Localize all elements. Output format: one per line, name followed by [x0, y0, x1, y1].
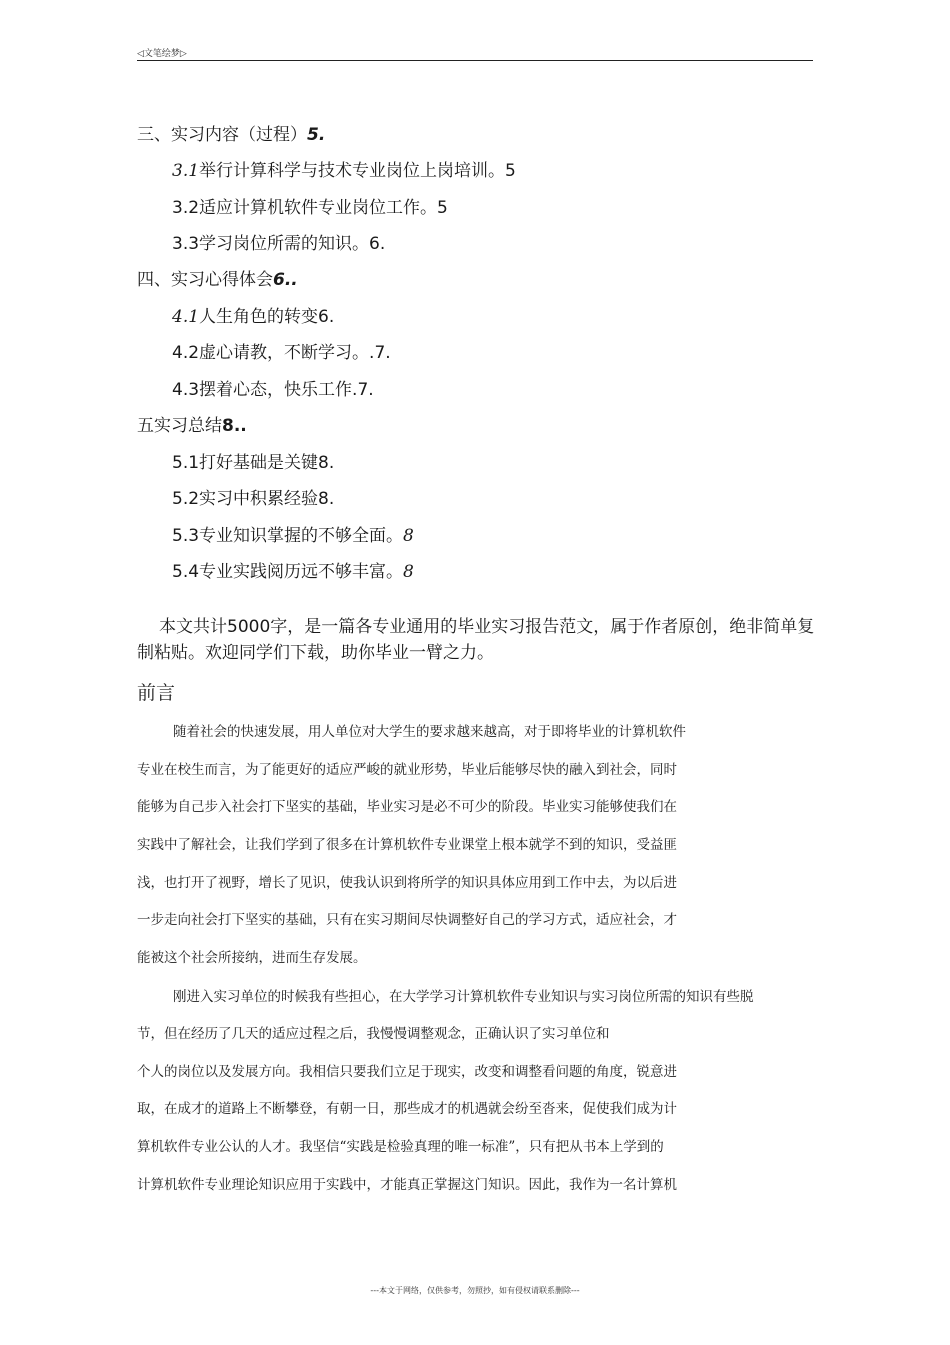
- preface-line: 一步走向社会打下坚实的基础，只有在实习期间尽快调整好自己的学习方式，适应社会，才: [137, 912, 677, 928]
- toc-item-5-2: [172, 489, 334, 509]
- toc-page: 8.: [318, 489, 335, 509]
- toc-page: .7.: [369, 343, 391, 363]
- toc-num: 3.2: [172, 198, 200, 218]
- toc-item-section-5: [137, 416, 247, 436]
- intro-before: 本文共计: [159, 617, 227, 637]
- intro-paragraph: [137, 614, 817, 666]
- toc-page: 8: [403, 526, 414, 546]
- preface-line: 能被这个社会所接纳，进而生存发展。: [137, 950, 367, 966]
- toc-text: 人生角色的转变: [199, 307, 319, 327]
- toc-item-4-2: [172, 343, 391, 363]
- preface-line: 计算机软件专业理论知识应用于实践中，才能真正掌握这门知识。因此，我作为一名计算机: [137, 1177, 677, 1193]
- toc-item-4-1: [172, 307, 334, 327]
- toc-title: 五实习总结: [137, 416, 222, 436]
- toc-text: 专业实践阅历远不够丰富。: [199, 562, 404, 582]
- toc-num: 5.4: [172, 562, 200, 582]
- toc-page: 5.: [307, 125, 326, 145]
- page-footer: ---本文于网络，仅供参考，勿照抄，如有侵权请联系删除---: [370, 1286, 580, 1295]
- toc-page: 8: [403, 562, 414, 582]
- toc-num: 5.2: [172, 489, 200, 509]
- toc-item-5-4: [172, 562, 414, 582]
- intro-word-count: 5000: [227, 617, 271, 637]
- toc-num: 4.3: [172, 380, 200, 400]
- toc-text: 适应计算机软件专业岗位工作。: [199, 198, 438, 218]
- toc-item-5-1: [172, 453, 334, 473]
- toc-text: 摆着心态，快乐工作: [199, 380, 353, 400]
- toc-page: .7.: [352, 380, 374, 400]
- preface-line: 刚进入实习单位的时候我有些担心，在大学学习计算机软件专业知识与实习岗位所需的知识有些脱: [173, 989, 754, 1005]
- toc-page: 5: [437, 198, 448, 218]
- toc-item-5-3: [172, 526, 414, 546]
- toc-page: 8.: [318, 453, 335, 473]
- toc-title: 四、实习心得体会: [137, 270, 273, 290]
- toc-item-section-4: [137, 270, 298, 290]
- toc-num: 4.2: [172, 343, 200, 363]
- toc-num: 5.1: [172, 453, 200, 473]
- toc-text: 举行计算科学与技术专业岗位上岗培训。: [199, 161, 506, 181]
- toc-page: 6..: [273, 270, 298, 290]
- intro-after: 字，是一篇各专业通用的毕业实习报告范文，属于作者原创，绝非简单复制粘贴。欢迎同学们下载，助你毕业一臂之力。: [137, 617, 815, 663]
- preface-line: 实践中了解社会，让我们学到了很多在计算机软件专业课堂上根本就学不到的知识，受益匪: [137, 837, 677, 853]
- toc-text: 实习中积累经验: [199, 489, 319, 509]
- preface-line: 随着社会的快速发展，用人单位对大学生的要求越来越高，对于即将毕业的计算机软件: [173, 724, 686, 740]
- toc-item-3-3: [172, 234, 385, 254]
- preface-line: 算机软件专业公认的人才。我坚信“实践是检验真理的唯一标准”，只有把从书本上学到的: [137, 1139, 664, 1155]
- preface-line: 专业在校生而言，为了能更好的适应严峻的就业形势，毕业后能够尽快的融入到社会，同时: [137, 762, 677, 778]
- preface-line: 能够为自己步入社会打下坚实的基础，毕业实习是必不可少的阶段。毕业实习能够使我们在: [137, 799, 677, 815]
- preface-line: 取，在成才的道路上不断攀登，有朝一日，那些成才的机遇就会纷至沓来，促使我们成为计: [137, 1101, 677, 1117]
- toc-page: 8..: [222, 416, 247, 436]
- toc-text: 虚心请教，不断学习。: [199, 343, 370, 363]
- toc-page: 6.: [318, 307, 335, 327]
- toc-num: 3.1: [172, 161, 200, 181]
- header-divider: [137, 60, 813, 61]
- toc-item-3-1: [172, 161, 516, 181]
- toc-page: 6.: [369, 234, 386, 254]
- toc-num: 3.3: [172, 234, 200, 254]
- toc-num: 4.1: [172, 307, 200, 327]
- toc-item-3-2: [172, 198, 448, 218]
- toc-text: 专业知识掌握的不够全面。: [199, 526, 404, 546]
- preface-line: 节，但在经历了几天的适应过程之后，我慢慢调整观念，正确认识了实习单位和: [137, 1026, 610, 1042]
- preface-heading: 前言: [137, 682, 176, 704]
- page-header: ◁文笔绘梦▷: [137, 49, 187, 59]
- toc-item-section-3: [137, 125, 325, 145]
- toc-page: 5: [505, 161, 516, 181]
- toc-item-4-3: [172, 380, 374, 400]
- toc-text: 学习岗位所需的知识。: [199, 234, 370, 254]
- toc-title: 三、实习内容（过程）: [137, 125, 307, 145]
- toc-text: 打好基础是关键: [199, 453, 319, 473]
- toc-num: 5.3: [172, 526, 200, 546]
- preface-line: 个人的岗位以及发展方向。我相信只要我们立足于现实，改变和调整看问题的角度，锐意进: [137, 1064, 677, 1080]
- preface-line: 浅，也打开了视野，增长了见识，使我认识到将所学的知识具体应用到工作中去，为以后进: [137, 875, 677, 891]
